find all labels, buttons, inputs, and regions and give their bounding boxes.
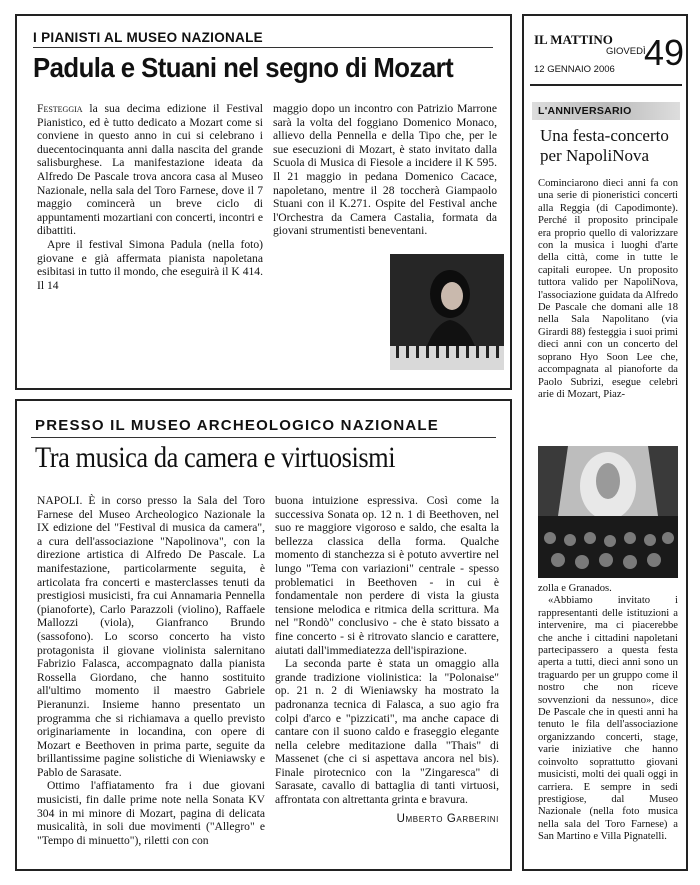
article2-column-2 xyxy=(275,494,499,826)
sidebar-column-2 xyxy=(538,583,678,844)
article1-kicker: I PIANISTI AL MUSEO NAZIONALE xyxy=(33,30,263,45)
article1-paragraph-1: la sua decima edizione il Festival Pianistico, ed è tutto dedicato a Mozart come si conviene in questo anno in cui si celebrano i duecentocinquanta anni dalla nascita del grande salisburghese. La manifestazione ideata da Alfredo De Pascale trova ancora casa al Museo Nazionale, nella sala del Toro Farnese, dove il 7 maggio comincerà un breve ciclo di appuntamenti mozartiani con concerti, incontri e dibattiti. xyxy=(37,102,263,238)
article1-paragraph-3: maggio dopo un incontro con Patrizio Marrone sarà la volta del foggiano Domenico Monaco, allievo della Pennella e della Tipo che, per le sue esecuzioni di Mozart, è stato invitato dalla Scuola di Musica di Fiesole a incidere il K 595. Il 21 maggio in pedana Domenico Cacace, napoletano, mentre il 28 toccherà Giampaolo Stuani con il K.271. Ospite del Festival anche l'Orchestra da Camera Castalia, formata da giovani strumentisti beneventani. xyxy=(273,102,497,238)
sidebar-paragraph-3: «Abbiamo invitato i rappresentanti delle istituzioni a intervenire, ma ci piacerebbe che anche i cittadini napoletani partecipassero a questa festa aperta a tutti, dieci anni sono un traguardo per un gruppo come il nostro che non riceve sovvenzioni da nessuno», dice De Pascale che in questi anni ha tenuto le fila dell'associazione organizzando concerti, stage, varie iniziative che hanno coinvolto soprattutto giovani musicisti, molti dei quali oggi in carriera. E sempre in sedi prestigiose, dal Museo Nazionale (nella foto musica nella sala del Toro Farnese) a San Martino e Villa Pignatelli. xyxy=(538,595,678,843)
article1-column-1 xyxy=(37,102,263,292)
article2-title: Tra musica da camera e virtuosismi xyxy=(35,441,396,474)
masthead-date: 12 GENNAIO 2006 xyxy=(534,64,615,75)
pianist-photo xyxy=(390,254,504,370)
article1-title: Padula e Stuani nel segno di Mozart xyxy=(33,52,454,83)
article-musica-da-camera xyxy=(15,399,512,871)
sidebar-anniversary xyxy=(522,14,688,871)
article2-paragraph-1: NAPOLI. È in corso presso la Sala del Toro Farnese del Museo Archeologico Nazionale la IX edizione del "Festival di musica da camera", a cura dell'associazione "Napolinova", con la direzione artistica di Alfredo De Pascale. La manifestazione, particolarmente seguita, è articolata fra concerti e masterclasses tenuti da prestigiosi musicisti, fra cui Annamaria Pennella (pianoforte), Carlo Parazzoli (violino), Raffaele Mallozzi (viola), Gianfranco Brundo (sassofono). Lo scorso concerto ha visto protagonista il giovane violinista salernitano Fabrizio Falasca, accompagnato dalla pianista Rossella Giordano, che hanno sostituito all'ultimo momento il maestro Gabriele Pieranunzi. Insieme hanno presentato un programma che si richiamava a quello previsto originariamente in locandina, con opere di Mozart e Beethoven in prima parte, seguite da brillantissime pagine solistiche di Wieniawsky e Pablo de Sarasate. xyxy=(37,494,265,779)
masthead-day: GIOVEDÌ xyxy=(606,46,646,57)
concert-hall-photo xyxy=(538,446,678,578)
article-padula-stuani xyxy=(15,14,512,390)
article1-column-2 xyxy=(273,102,497,238)
article1-lead-word: Festeggia xyxy=(37,102,83,115)
sidebar-kicker: L'ANNIVERSARIO xyxy=(538,105,632,117)
article2-kicker: PRESSO IL MUSEO ARCHEOLOGICO NAZIONALE xyxy=(35,417,439,434)
article1-paragraph-2: Apre il festival Simona Padula (nella foto) giovane e già affermata pianista napoletana esibitasi in tutto il mondo, che eseguirà il K 414. Il 14 xyxy=(37,237,263,292)
article2-paragraph-4: La seconda parte è stata un omaggio alla grande tradizione violinistica: la "Polonaise" op. 21 n. 2 di Wieniawsky ha mostrato la padronanza tecnica di Falasca, a suo agio fra colpi d'arco e "pizzicati", ma anche capace di cantare con il suono caldo e fraseggio elegante nella celebre meditazione dalla "Thais" di Massenet (che ci si aspettava ancora nel bis). Finale pirotecnico con la "Zingaresca" di Sarasate, cavallo di battaglia di tanti virtuosi, affrontata con altrettanta grinta e bravura. xyxy=(275,657,499,807)
masthead-page-number: 49 xyxy=(644,32,685,73)
sidebar-title: Una festa-concerto per NapoliNova xyxy=(540,126,669,165)
sidebar-kicker-banner xyxy=(532,102,680,120)
sidebar-paragraph-1: Cominciarono dieci anni fa con una serie di pioneristici concerti alla Reggia (di Capodimonte). Perché il proposito principale era proprio quello di valorizzare con la musica i luoghi d'arte della città, come in tutte le capitali europee. Un proposito tuttora valido per NapoliNova, l'associazione guidata da Alfredo De Pascale che domani alle 18 nella Sala Napolitano (via Girardi 88) festeggia i suoi primi dieci anni con un concerto del soprano Hyo Soon Lee che, accompagnata al pianoforte da Paolo Subrizi, esegue celebri arie di Mozart, Piaz- xyxy=(538,178,678,400)
masthead-paper: IL MATTINO xyxy=(534,32,613,47)
article2-byline: Umberto Garberini xyxy=(396,812,499,825)
article2-column-1 xyxy=(37,494,265,847)
sidebar-paragraph-2: zolla e Granados. xyxy=(538,583,612,594)
article2-paragraph-3: buona intuizione espressiva. Così come la successiva Sonata op. 12 n. 1 di Beethoven, nel suo re maggiore vigoroso e saldo, che esalta la bellezza classica della forma. Qualche momento di stanchezza si è potuto avvertire nel lungo "Tema con variazioni" centrale - spesso problematici in Beethoven - in cui è fondamentale non perdere di vista la giusta tensione melodica e ritmica della scrittura. Ma nel "Rondò" conclusivo - che è stato bissato a fine concerto - si è ritrovato slancio e carattere, aiutati dall'immediatezza dell'ispirazione. xyxy=(275,494,499,657)
sidebar-column xyxy=(538,178,678,401)
article2-paragraph-2: Ottimo l'affiatamento fra i due giovani musicisti, fin dalle prime note nella Sonata KV 304 in mi minore di Mozart, pagina di delicata musicalità, in soli due movimenti ("Allegro" e "Tempo di minuetto"), riletti con con xyxy=(37,779,265,847)
